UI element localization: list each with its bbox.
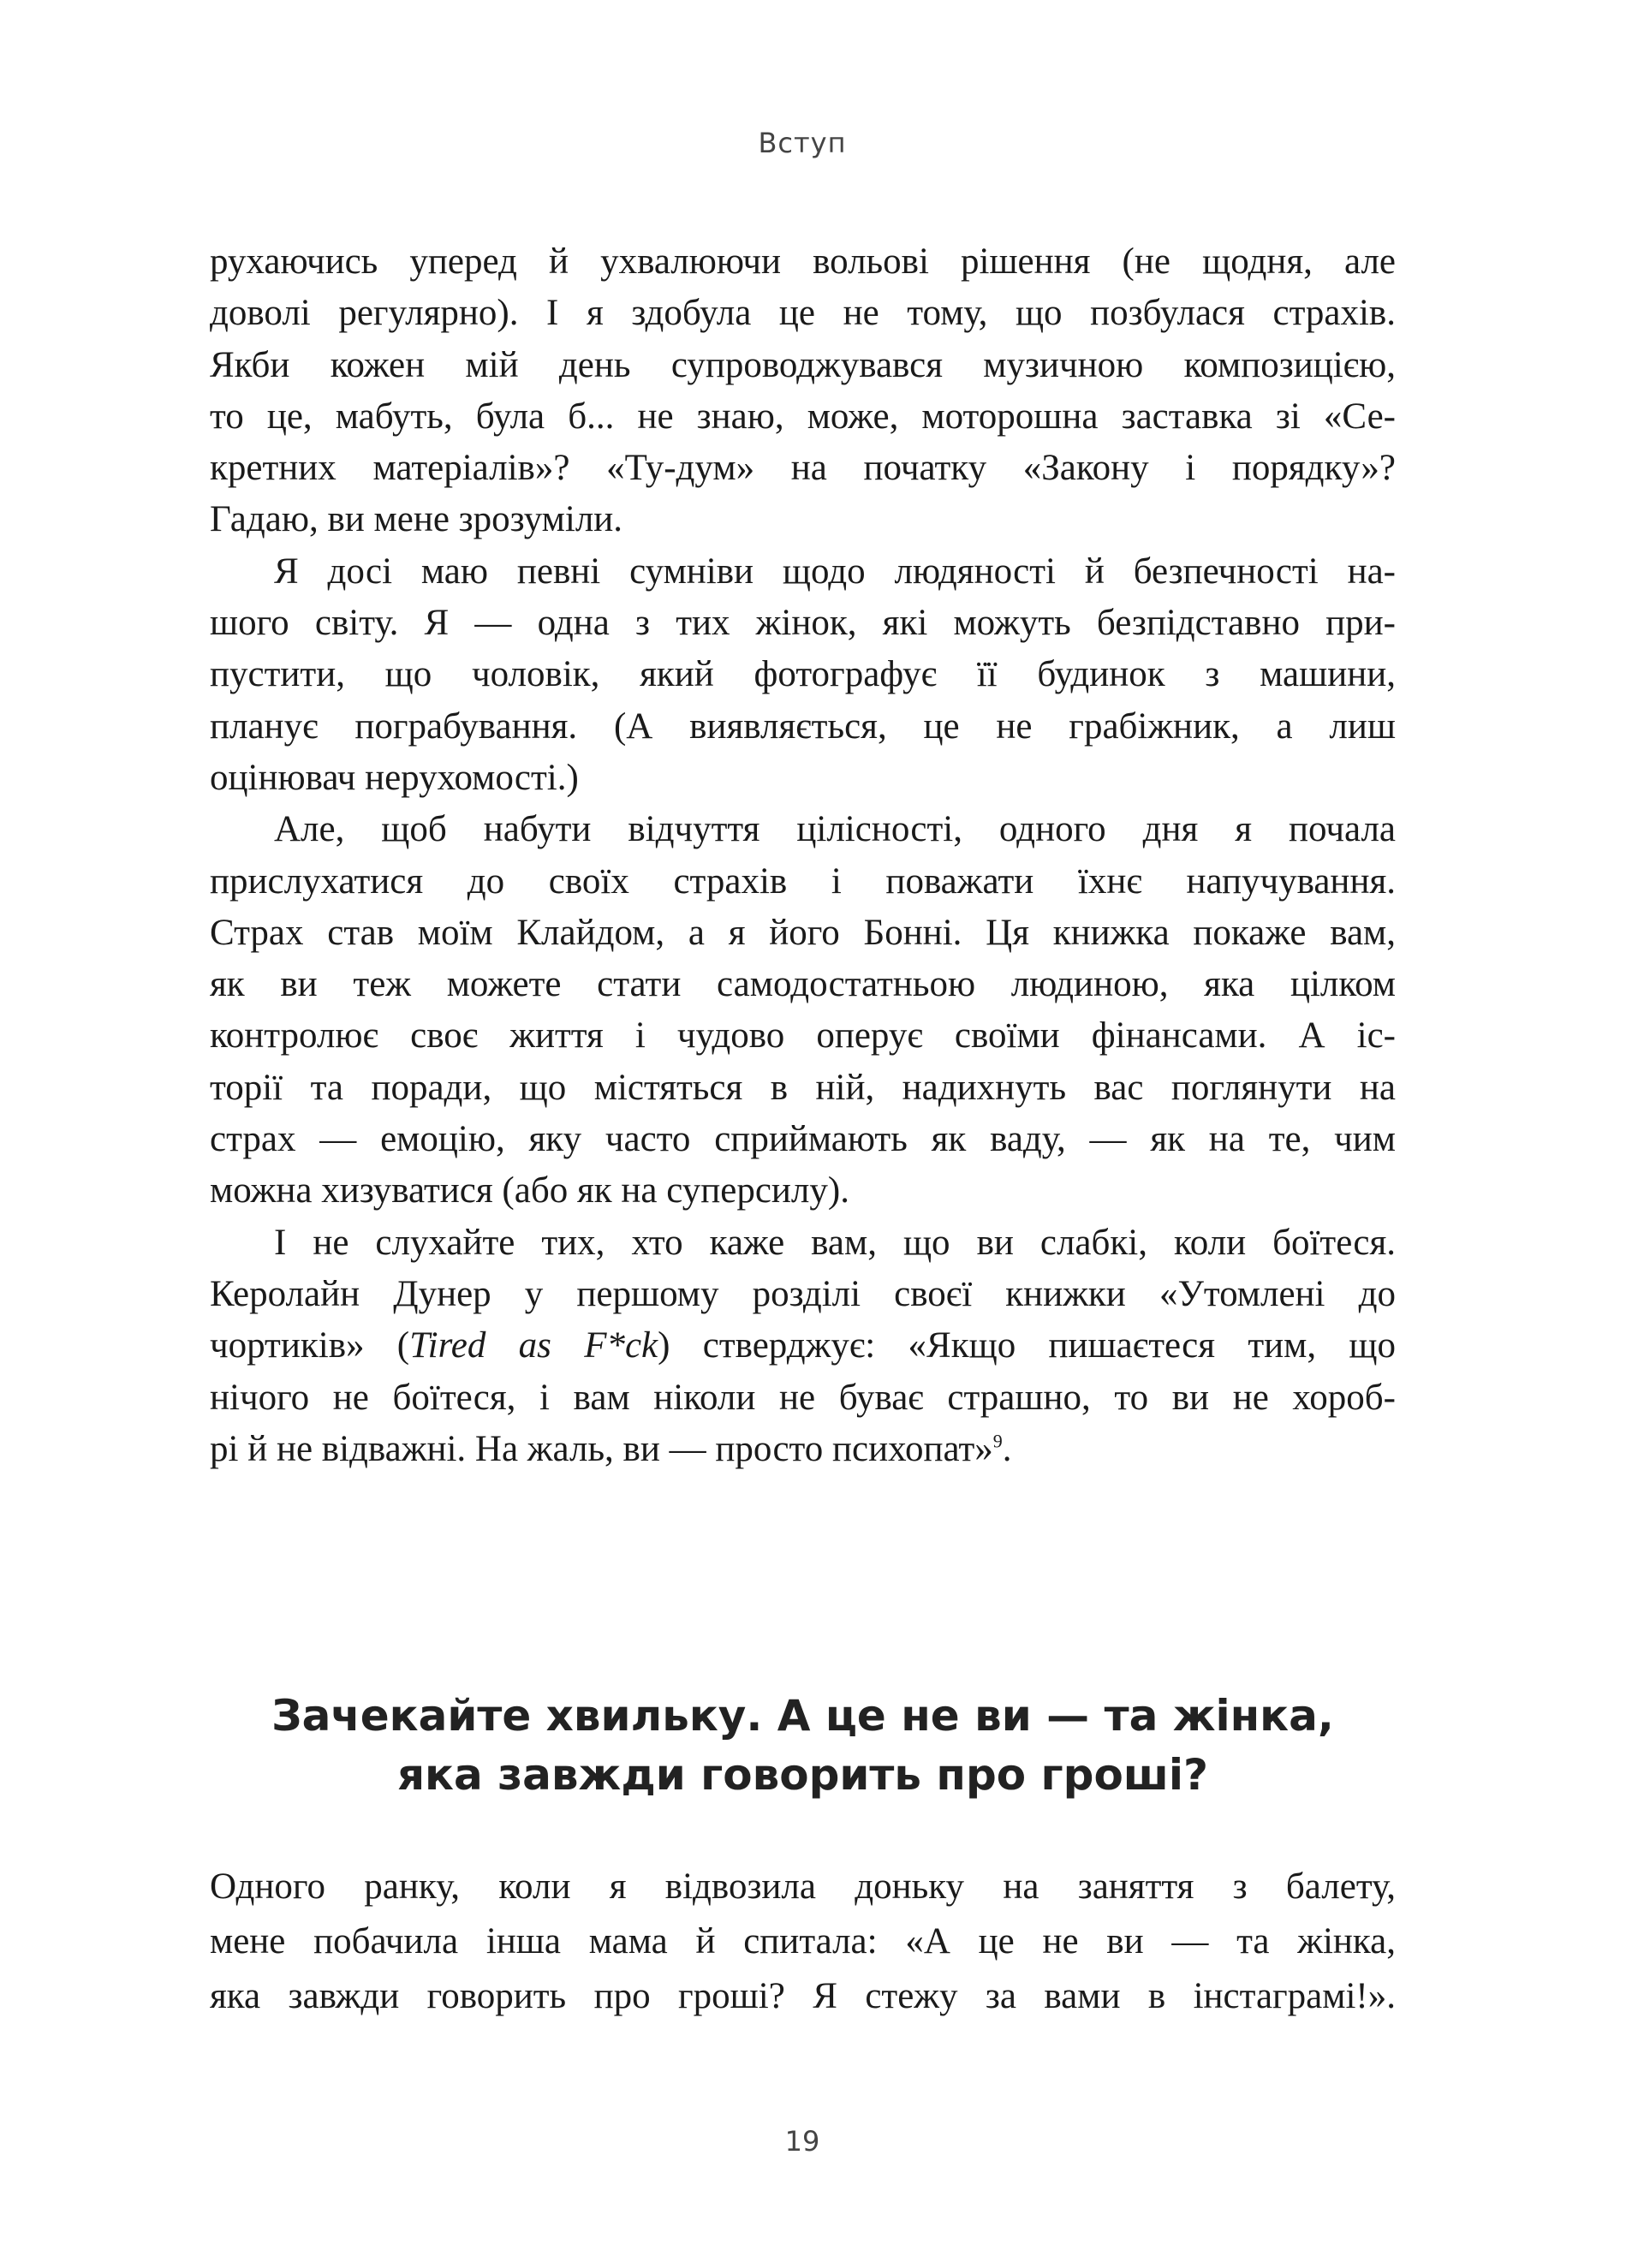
text-line: [210, 1269, 1396, 1320]
text-segment: чортиків» (: [210, 1325, 410, 1366]
text-line: кретних матеріалів»? «Ту-дум» на початку «Закону і порядку»?: [210, 448, 1396, 489]
text-line: Але, щоб набути відчуття цілісності, одного дня я почала: [274, 809, 1396, 850]
text-line: планує пограбування. (А виявляється, це не грабіжник, а лиш: [210, 705, 1396, 747]
text-line: страх — емоцію, яку часто сприймають як ваду, — як на те, чим: [210, 1119, 1396, 1160]
page-number: 19: [784, 2125, 820, 2158]
text-segment: .: [1002, 1428, 1012, 1469]
footnote-reference[interactable]: 9: [992, 1430, 1003, 1452]
text-line: [210, 1320, 1396, 1372]
text-line: як ви теж можете стати самодостатньою людиною, яка цілком: [210, 964, 1396, 1005]
text-segment: Керолайн Дунер у першому розділі своєї книжки «Утомлені до: [210, 1273, 1396, 1314]
text-line: можна хизуватися (або як на суперсилу).: [210, 1170, 849, 1211]
text-line: яка завжди говорить про гроші? Я стежу за вами в інстаграмі!».: [210, 1976, 1396, 2016]
text-line: контролює своє життя і чудово оперує своїми фінансами. А іс-: [210, 1015, 1396, 1057]
text-line: оцінювач нерухомості.): [210, 757, 579, 798]
body-text: [210, 236, 1396, 1475]
text-segment: рі й не відважні. На жаль, ви — просто психопат»: [210, 1428, 993, 1469]
text-line: Страх став моїм Клайдом, а я його Бонні. Ця книжка покаже вам,: [210, 912, 1396, 953]
text-segment: ) стверджує: «Якщо пишаєтеся тим, що: [658, 1325, 1396, 1366]
text-line: [210, 1424, 1396, 1475]
text-line: Якби кожен мій день супроводжувався музичною композицією,: [210, 344, 1396, 385]
text-line: прислухатися до своїх страхів і поважати їхнє напучування.: [210, 860, 1396, 902]
text-line: мене побачила інша мама й спитала: «А це не ви — та жінка,: [210, 1921, 1396, 1961]
running-head: Вступ: [758, 127, 847, 159]
text-line: пустити, що чоловік, який фотографує її будинок з машини,: [210, 654, 1396, 695]
body-text: [210, 1860, 1396, 2024]
text-line: рухаючись уперед й ухвалюючи вольові рішення (не щодня, але: [210, 241, 1396, 282]
text-line: І не слухайте тих, хто каже вам, що ви слабкі, коли боїтеся.: [274, 1222, 1396, 1263]
text-line: Одного ранку, коли я відвозила доньку на заняття з балету,: [210, 1866, 1396, 1907]
heading-line: яка завжди говорить про гроші?: [396, 1750, 1209, 1800]
text-line: нічого не боїтеся, і вам ніколи не буває страшно, то ви не хороб-: [210, 1377, 1396, 1418]
text-line: то це, мабуть, була б... не знаю, може, моторошна заставка зі «Се-: [210, 396, 1396, 437]
text-line: Я досі маю певні сумніви щодо людяності й безпечності на-: [274, 551, 1396, 592]
heading-line: Зачекайте хвильку. А це не ви — та жінка,: [271, 1691, 1334, 1741]
text-line: торії та поради, що містяться в ній, надихнуть вас поглянути на: [210, 1067, 1396, 1108]
text-line: шого світу. Я — одна з тих жінок, які можуть безпідставно при-: [210, 603, 1396, 644]
text-line: Гадаю, ви мене зрозуміли.: [210, 499, 623, 540]
book-title-italic: Tired as F*ck: [409, 1325, 658, 1366]
section-heading: [210, 1687, 1396, 1805]
text-line: доволі регулярно). І я здобула це не тому, що позбулася страхів.: [210, 293, 1396, 334]
